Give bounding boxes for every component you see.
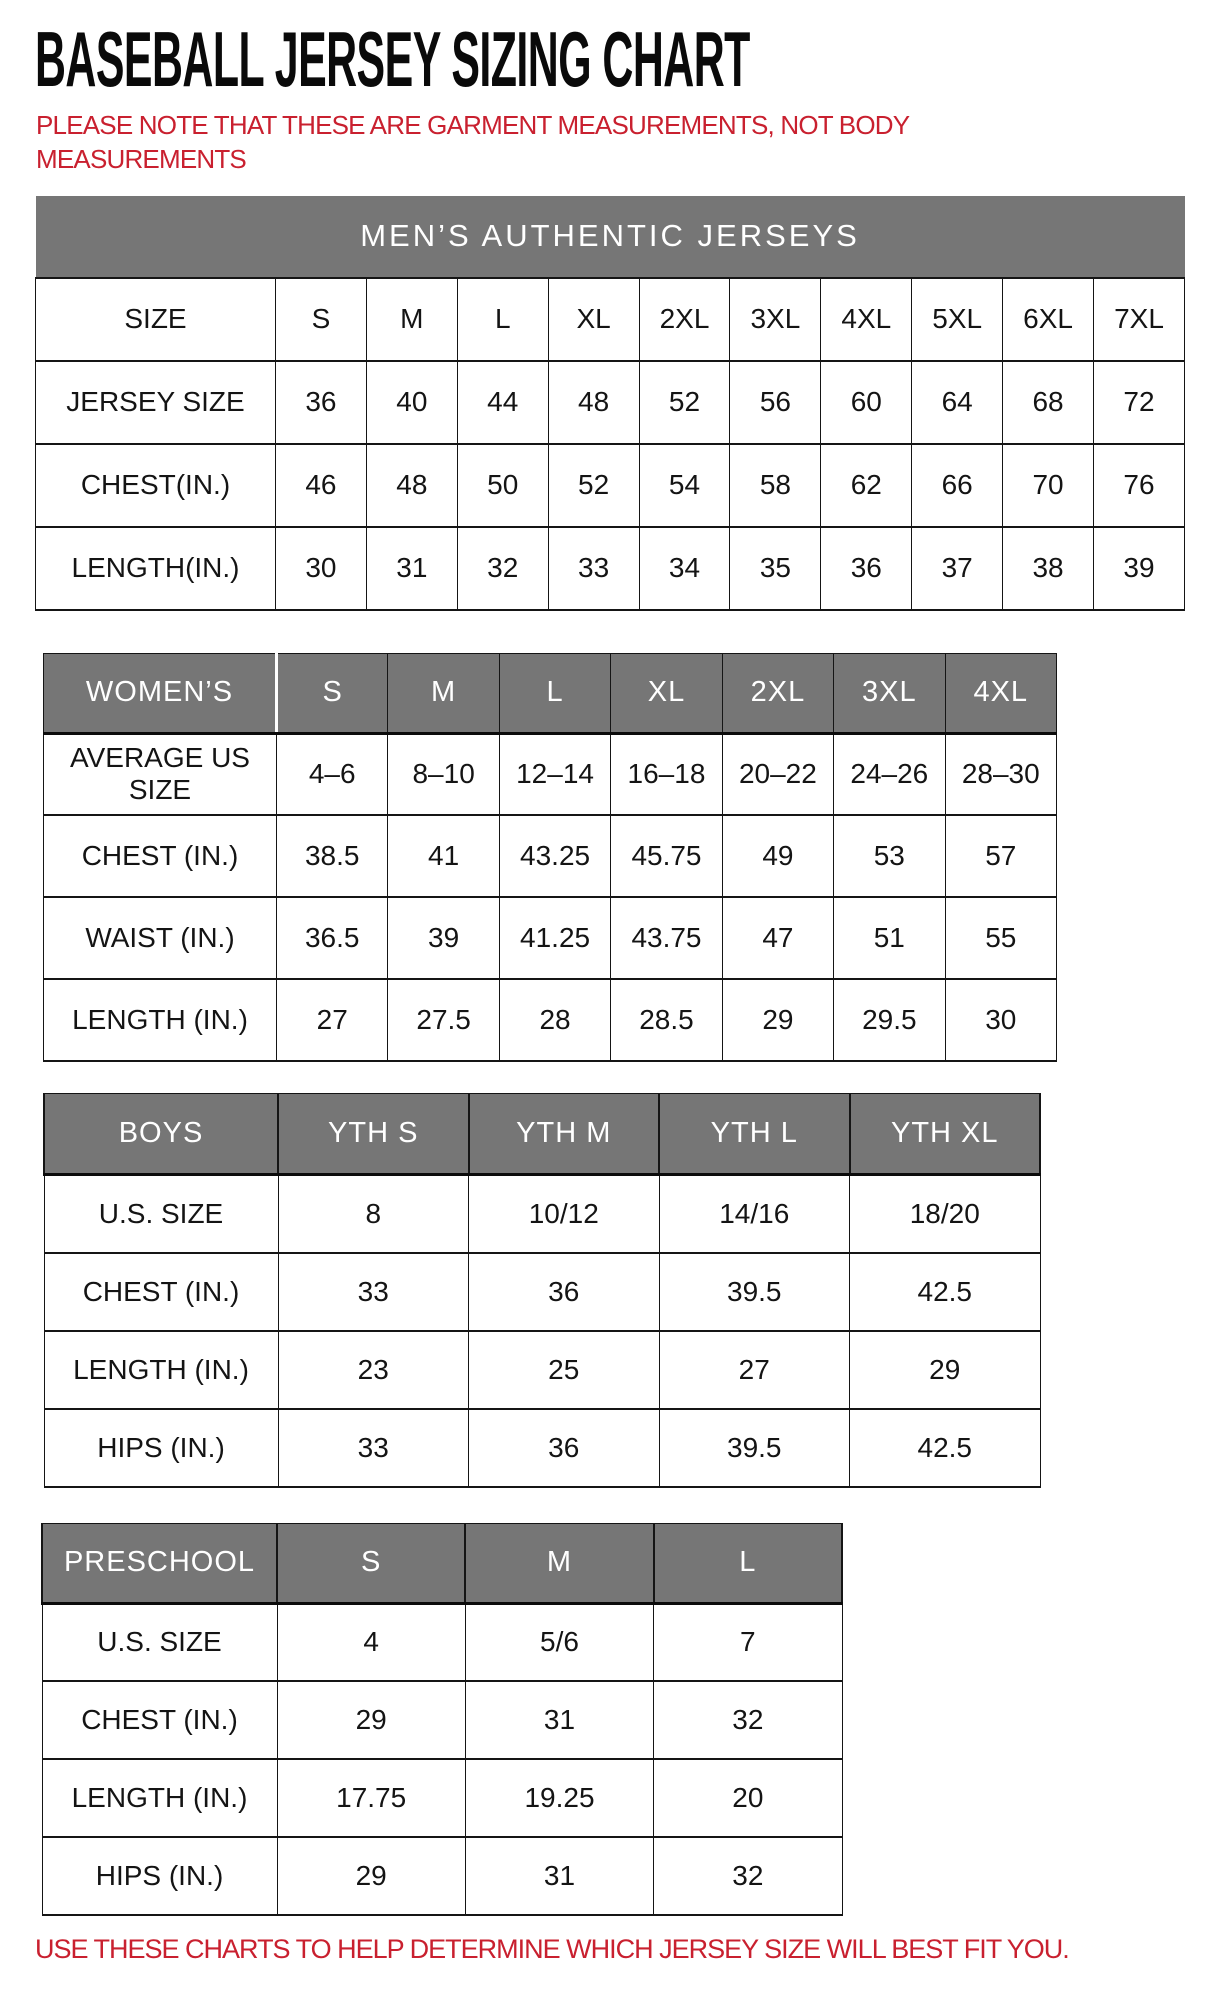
- value-cell: 41.25: [499, 897, 610, 979]
- value-cell: 8: [278, 1175, 469, 1253]
- table-header-row: [44, 1094, 1040, 1175]
- size-column-header: 2XL: [722, 653, 833, 733]
- size-column-header: YTH S: [278, 1094, 469, 1175]
- value-cell: 47: [722, 897, 833, 979]
- value-cell: 29: [277, 1681, 465, 1759]
- row-label-cell: LENGTH (IN.): [44, 979, 277, 1061]
- value-cell: 5XL: [912, 278, 1003, 361]
- page-title: BASEBALL JERSEY SIZING CHART: [35, 15, 750, 103]
- value-cell: XL: [548, 278, 639, 361]
- mens-sizing-table: [35, 196, 1185, 611]
- value-cell: 64: [912, 361, 1003, 444]
- table-row: [42, 1681, 842, 1759]
- size-column-header: YTH XL: [850, 1094, 1041, 1175]
- value-cell: 20–22: [722, 733, 833, 815]
- row-label-cell: CHEST (IN.): [44, 1253, 278, 1331]
- table-row: [42, 1603, 842, 1681]
- value-cell: 29: [850, 1331, 1041, 1409]
- table-row: [42, 1837, 842, 1915]
- value-cell: 51: [834, 897, 945, 979]
- value-cell: 58: [730, 444, 821, 527]
- table-row: [44, 897, 1057, 979]
- size-column-header: M: [465, 1523, 653, 1603]
- value-cell: 46: [276, 444, 367, 527]
- value-cell: 2XL: [639, 278, 730, 361]
- table-row: [44, 733, 1057, 815]
- value-cell: 38.5: [277, 815, 388, 897]
- size-column-header: M: [388, 653, 499, 733]
- value-cell: 33: [278, 1409, 469, 1487]
- value-cell: 31: [465, 1837, 653, 1915]
- value-cell: 48: [548, 361, 639, 444]
- table-title-cell: MEN’S AUTHENTIC JERSEYS: [36, 196, 1185, 278]
- value-cell: 32: [654, 1681, 842, 1759]
- size-column-header: 3XL: [834, 653, 945, 733]
- size-column-header: YTH L: [659, 1094, 850, 1175]
- table-row: [44, 1175, 1040, 1253]
- value-cell: 10/12: [469, 1175, 660, 1253]
- value-cell: 48: [366, 444, 457, 527]
- value-cell: 19.25: [465, 1759, 653, 1837]
- size-column-header: 4XL: [945, 653, 1056, 733]
- table-header-row: [44, 653, 1057, 733]
- table-title-cell: PRESCHOOL: [42, 1523, 277, 1603]
- value-cell: 41: [388, 815, 499, 897]
- size-column-header: L: [499, 653, 610, 733]
- value-cell: 39.5: [659, 1253, 850, 1331]
- value-cell: 66: [912, 444, 1003, 527]
- value-cell: M: [366, 278, 457, 361]
- table-header-row: [42, 1523, 842, 1603]
- table-row: [36, 361, 1185, 444]
- value-cell: 56: [730, 361, 821, 444]
- womens-sizing-table: [43, 653, 1057, 1063]
- value-cell: L: [457, 278, 548, 361]
- value-cell: 3XL: [730, 278, 821, 361]
- table-row: [36, 527, 1185, 610]
- sizing-chart-page: [0, 15, 1220, 1994]
- value-cell: 18/20: [850, 1175, 1041, 1253]
- value-cell: 38: [1003, 527, 1094, 610]
- value-cell: 12–14: [499, 733, 610, 815]
- boys-sizing-table: [43, 1093, 1041, 1488]
- row-label-cell: CHEST(IN.): [36, 444, 276, 527]
- value-cell: 28–30: [945, 733, 1056, 815]
- value-cell: 23: [278, 1331, 469, 1409]
- value-cell: 52: [639, 361, 730, 444]
- value-cell: 68: [1003, 361, 1094, 444]
- value-cell: 44: [457, 361, 548, 444]
- value-cell: 4XL: [821, 278, 912, 361]
- value-cell: 57: [945, 815, 1056, 897]
- size-column-header: S: [277, 1523, 465, 1603]
- value-cell: 54: [639, 444, 730, 527]
- size-column-header: S: [277, 653, 388, 733]
- value-cell: 35: [730, 527, 821, 610]
- value-cell: 32: [654, 1837, 842, 1915]
- preschool-sizing-table: [41, 1523, 843, 1917]
- table-row: [42, 1759, 842, 1837]
- value-cell: 39: [1094, 527, 1185, 610]
- value-cell: 70: [1003, 444, 1094, 527]
- value-cell: 42.5: [850, 1253, 1041, 1331]
- value-cell: 37: [912, 527, 1003, 610]
- value-cell: 33: [548, 527, 639, 610]
- value-cell: 43.25: [499, 815, 610, 897]
- value-cell: 29: [277, 1837, 465, 1915]
- table-row: [44, 1331, 1040, 1409]
- value-cell: 42.5: [850, 1409, 1041, 1487]
- table-row: [44, 1409, 1040, 1487]
- table-row: [44, 815, 1057, 897]
- value-cell: 20: [654, 1759, 842, 1837]
- garment-measurements-note: PLEASE NOTE THAT THESE ARE GARMENT MEASUREMENTS, NOT BODY MEASUREMENTS: [36, 110, 909, 175]
- value-cell: 27: [659, 1331, 850, 1409]
- table-row: [44, 979, 1057, 1061]
- value-cell: 27.5: [388, 979, 499, 1061]
- value-cell: 31: [366, 527, 457, 610]
- value-cell: 36: [276, 361, 367, 444]
- value-cell: 55: [945, 897, 1056, 979]
- table-title-cell: BOYS: [44, 1094, 278, 1175]
- value-cell: 8–10: [388, 733, 499, 815]
- value-cell: 72: [1094, 361, 1185, 444]
- value-cell: 36: [821, 527, 912, 610]
- row-label-cell: CHEST (IN.): [42, 1681, 277, 1759]
- value-cell: 7: [654, 1603, 842, 1681]
- table-row: [44, 1253, 1040, 1331]
- value-cell: 16–18: [611, 733, 722, 815]
- preschool-section: [0, 1523, 1220, 1917]
- size-column-header: L: [654, 1523, 842, 1603]
- value-cell: 39.5: [659, 1409, 850, 1487]
- row-label-cell: HIPS (IN.): [44, 1409, 278, 1487]
- value-cell: 53: [834, 815, 945, 897]
- row-label-cell: U.S. SIZE: [42, 1603, 277, 1681]
- value-cell: 40: [366, 361, 457, 444]
- value-cell: 52: [548, 444, 639, 527]
- value-cell: 29.5: [834, 979, 945, 1061]
- row-label-cell: SIZE: [36, 278, 276, 361]
- table-row: [36, 278, 1185, 361]
- value-cell: 5/6: [465, 1603, 653, 1681]
- page-header: [0, 15, 1220, 177]
- value-cell: 36.5: [277, 897, 388, 979]
- value-cell: 14/16: [659, 1175, 850, 1253]
- row-label-cell: HIPS (IN.): [42, 1837, 277, 1915]
- value-cell: 27: [277, 979, 388, 1061]
- value-cell: 24–26: [834, 733, 945, 815]
- value-cell: 50: [457, 444, 548, 527]
- value-cell: 31: [465, 1681, 653, 1759]
- footer-note: USE THESE CHARTS TO HELP DETERMINE WHICH JERSEY SIZE WILL BEST FIT YOU.: [35, 1934, 1069, 1965]
- value-cell: 36: [469, 1253, 660, 1331]
- row-label-cell: AVERAGE US SIZE: [44, 733, 277, 815]
- value-cell: 32: [457, 527, 548, 610]
- value-cell: 30: [276, 527, 367, 610]
- value-cell: 49: [722, 815, 833, 897]
- value-cell: 43.75: [611, 897, 722, 979]
- value-cell: 6XL: [1003, 278, 1094, 361]
- value-cell: 39: [388, 897, 499, 979]
- value-cell: 30: [945, 979, 1056, 1061]
- mens-section: [0, 196, 1220, 611]
- row-label-cell: WAIST (IN.): [44, 897, 277, 979]
- table-title-cell: WOMEN’S: [44, 653, 277, 733]
- value-cell: 29: [722, 979, 833, 1061]
- value-cell: 60: [821, 361, 912, 444]
- row-label-cell: CHEST (IN.): [44, 815, 277, 897]
- table-header-row: [36, 196, 1185, 278]
- value-cell: 76: [1094, 444, 1185, 527]
- row-label-cell: U.S. SIZE: [44, 1175, 278, 1253]
- value-cell: 62: [821, 444, 912, 527]
- value-cell: 7XL: [1094, 278, 1185, 361]
- value-cell: 28: [499, 979, 610, 1061]
- table-row: [36, 444, 1185, 527]
- value-cell: S: [276, 278, 367, 361]
- value-cell: 4–6: [277, 733, 388, 815]
- size-column-header: YTH M: [469, 1094, 660, 1175]
- value-cell: 25: [469, 1331, 660, 1409]
- value-cell: 45.75: [611, 815, 722, 897]
- value-cell: 33: [278, 1253, 469, 1331]
- value-cell: 28.5: [611, 979, 722, 1061]
- row-label-cell: LENGTH (IN.): [44, 1331, 278, 1409]
- value-cell: 17.75: [277, 1759, 465, 1837]
- boys-section: [0, 1093, 1220, 1488]
- value-cell: 4: [277, 1603, 465, 1681]
- value-cell: 34: [639, 527, 730, 610]
- value-cell: 36: [469, 1409, 660, 1487]
- row-label-cell: JERSEY SIZE: [36, 361, 276, 444]
- row-label-cell: LENGTH(IN.): [36, 527, 276, 610]
- size-column-header: XL: [611, 653, 722, 733]
- row-label-cell: LENGTH (IN.): [42, 1759, 277, 1837]
- womens-section: [0, 653, 1220, 1063]
